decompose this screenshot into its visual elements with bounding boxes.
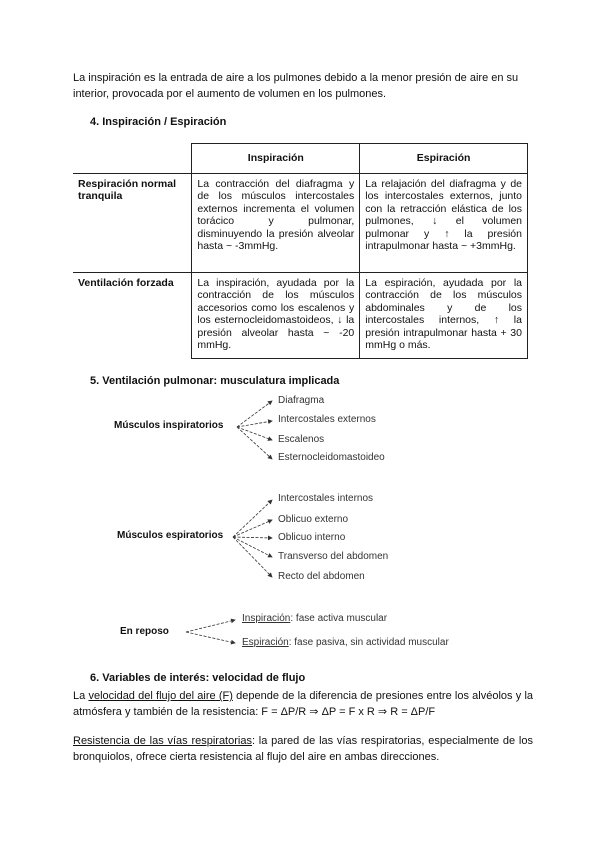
intro-paragraph: La inspiración es la entrada de aire a los pulmones debido a la menor presión de aire en su interior, provocada por el aumento de volumen en los pulmones.	[73, 72, 519, 100]
muscle-item: Oblicuo externo	[278, 514, 349, 525]
section-6-heading: 6. Variables de interés: velocidad de flujo	[90, 672, 306, 684]
table-cell: La inspiración, ayudada por la contracción de los músculos accesorios como los escalenos y los esternocleidomastoideos, ↓ la presión alveolar hasta ~ -20 mmHg.	[192, 272, 360, 358]
resistance-paragraph: Resistencia de las vías respiratorias: la pared de las vías respiratorias, especialmente de los bronquiolos, ofrece cierta resistencia al flujo del aire en ambas direcciones.	[73, 735, 533, 763]
muscle-item: Recto del abdomen	[278, 571, 365, 582]
inspiratory-label: Músculos inspiratorios	[114, 420, 224, 431]
row-label: Ventilación forzada	[73, 272, 192, 358]
rest-expiration: Espiración: fase pasiva, sin actividad muscular	[242, 637, 449, 648]
muscle-item: Transverso del abdomen	[278, 551, 389, 562]
muscle-item: Esternocleidomastoideo	[278, 452, 385, 463]
muscle-item: Intercostales internos	[278, 493, 374, 504]
rest-label: En reposo	[120, 626, 169, 637]
expiratory-label: Músculos espiratorios	[117, 530, 224, 541]
table-cell: La contracción del diafragma y de los músculos intercostales externos incrementa el volumen torácico y pulmonar, disminuyendo la presión alveolar hasta ~ -3mmHg.	[192, 173, 360, 272]
muscle-item: Oblicuo interno	[278, 532, 346, 543]
table-cell: La relajación del diafragma y de los intercostales externos, junto con la retracción elástica de los pulmones, ↓ el volumen pulmonar y ↑ la presión intrapulmonar hasta ~ +3mmHg.	[360, 173, 528, 272]
muscle-item: Intercostales externos	[278, 414, 376, 425]
section-5-heading: 5. Ventilación pulmonar: musculatura implicada	[90, 375, 340, 387]
row-label: Respiración normal tranquila	[73, 173, 192, 272]
flow-paragraph: La velocidad del flujo del aire (F) depende de la diferencia de presiones entre los alvéolos y la atmósfera y también de la resistencia: F = ΔP/R ⇒ ΔP = F x R ⇒ R = ΔP/F	[73, 690, 534, 718]
rest-inspiration: Inspiración: fase activa muscular	[242, 613, 388, 624]
section-4-heading: 4. Inspiración / Espiración	[90, 116, 227, 128]
header-inspiracion: Inspiración	[192, 144, 360, 174]
muscle-item: Diafragma	[278, 395, 325, 406]
muscle-item: Escalenos	[278, 434, 325, 445]
header-espiracion: Espiración	[360, 144, 528, 174]
table-cell: La espiración, ayudada por la contracción de los músculos abdominales y de los intercostales internos, ↑ la presión intrapulmonar hasta + 30 mmHg o más.	[360, 272, 528, 358]
